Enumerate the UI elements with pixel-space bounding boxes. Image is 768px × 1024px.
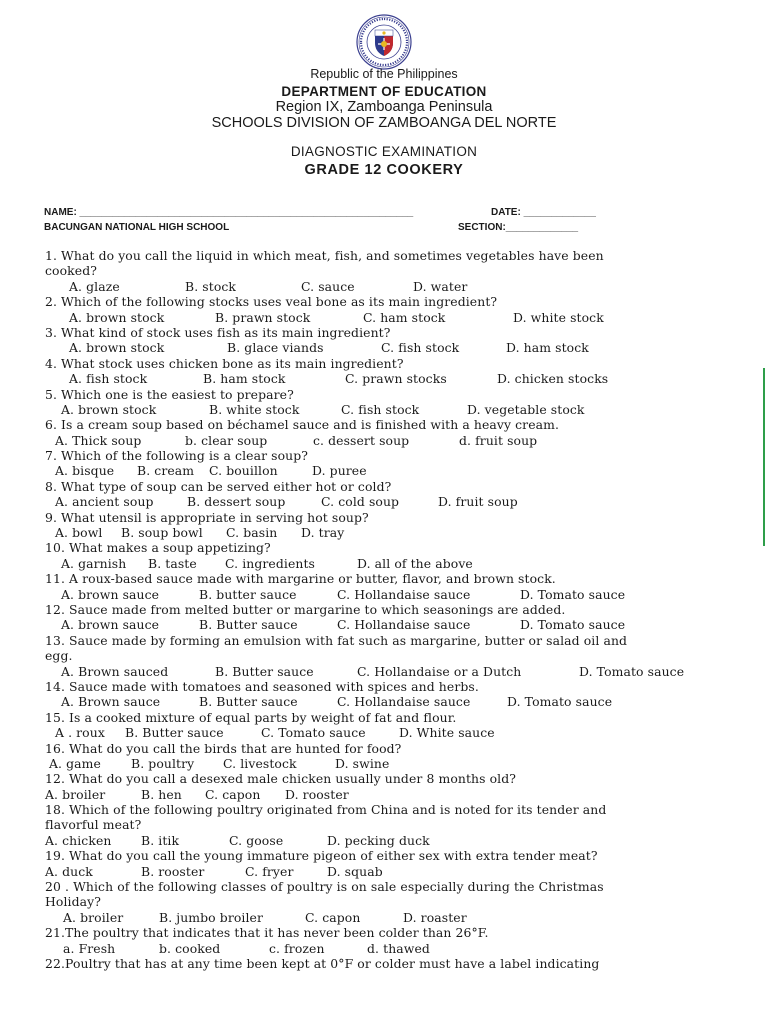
question-text: 18. Which of the following poultry originated from China and is noted for its tender and — [45, 802, 607, 818]
grade-subject-title: GRADE 12 COOKERY — [304, 162, 464, 178]
answer-option: D. rooster — [285, 786, 349, 802]
question-text: Holiday? — [45, 894, 101, 910]
answer-option: a. Fresh — [63, 940, 116, 956]
answer-option: C. ham stock — [363, 309, 446, 325]
answer-option: D. all of the above — [357, 555, 473, 571]
answer-option: D. Tomato sauce — [507, 694, 613, 710]
answer-option: B. butter sauce — [199, 586, 297, 602]
answer-options — [45, 910, 725, 925]
question-text: 4. What stock uses chicken bone as its main ingredient? — [45, 355, 404, 371]
answer-option: A. Brown sauce — [61, 694, 161, 710]
answer-option: B. stock — [185, 278, 237, 294]
answer-option: B. Butter sauce — [199, 694, 298, 710]
answer-option: D. pecking duck — [327, 832, 430, 848]
answer-options — [45, 494, 725, 509]
answer-options — [45, 587, 725, 602]
answer-option: C. basin — [226, 525, 278, 541]
answer-option: B. prawn stock — [215, 309, 311, 325]
scrollbar-edge — [763, 368, 765, 546]
answer-option: D. vegetable stock — [467, 401, 585, 417]
answer-option: B. poultry — [131, 755, 195, 771]
question-text: 12. Sauce made from melted butter or margarine to which seasonings are added. — [45, 601, 566, 617]
answer-option: A. brown stock — [61, 401, 157, 417]
answer-option: C. Hollandaise sauce — [337, 694, 471, 710]
question-text: flavorful meat? — [45, 817, 142, 833]
question-text: 11. A roux-based sauce made with margarine or butter, flavor, and brown stock. — [45, 571, 556, 587]
date-field: DATE: _____________ — [491, 207, 596, 218]
answer-option: D. fruit soup — [438, 494, 518, 510]
answer-option: D. Tomato sauce — [520, 586, 626, 602]
answer-options — [45, 694, 725, 709]
answer-option: C. capon — [205, 786, 261, 802]
answer-option: D. swine — [335, 755, 390, 771]
answer-options — [45, 402, 725, 417]
deped-seal-logo — [356, 14, 412, 70]
answer-option: D. tray — [301, 525, 345, 541]
question-text: 16. What do you call the birds that are hunted for food? — [45, 740, 402, 756]
answer-option: A. bowl — [55, 525, 103, 541]
answer-options — [45, 310, 725, 325]
answer-option: A. chicken — [45, 832, 112, 848]
answer-option: D. roaster — [403, 909, 467, 925]
answer-option: C. Hollandaise sauce — [337, 586, 471, 602]
question-text: 9. What utensil is appropriate in serving hot soup? — [45, 509, 369, 525]
question-text: 1. What do you call the liquid in which meat, fish, and sometimes vegetables have been — [45, 248, 604, 263]
answer-option: C. cold soup — [321, 494, 400, 510]
answer-option: B. dessert soup — [187, 494, 286, 510]
answer-option: D. puree — [312, 463, 367, 479]
question-text: 10. What makes a soup appetizing? — [45, 540, 271, 556]
answer-option: A. brown stock — [69, 309, 165, 325]
answer-option: C. capon — [305, 909, 361, 925]
answer-option: A. garnish — [61, 555, 127, 571]
answer-option: D. ham stock — [506, 340, 589, 356]
answer-option: C. bouillon — [209, 463, 278, 479]
answer-option: B. itik — [141, 832, 180, 848]
answer-option: B. ham stock — [203, 371, 286, 387]
answer-option: A. bisque — [55, 463, 115, 479]
answer-option: A. brown sauce — [61, 617, 160, 633]
answer-options — [45, 463, 725, 478]
answer-option: B. jumbo broiler — [159, 909, 263, 925]
question-text: 7. Which of the following is a clear soup? — [45, 448, 309, 464]
answer-option: A. Thick soup — [55, 432, 142, 448]
answer-option: C. Tomato sauce — [261, 725, 366, 741]
question-text: 2. Which of the following stocks uses veal bone as its main ingredient? — [45, 294, 498, 310]
answer-options — [45, 833, 725, 848]
answer-options — [45, 725, 725, 740]
answer-option: A. broiler — [45, 786, 106, 802]
answer-option: B. soup bowl — [121, 525, 203, 541]
answer-options — [45, 617, 725, 632]
answer-option: A. duck — [45, 863, 93, 879]
question-text: 14. Sauce made with tomatoes and seasoned with spices and herbs. — [45, 678, 479, 694]
answer-option: B. Butter sauce — [125, 725, 224, 741]
answer-option: A. brown sauce — [61, 586, 160, 602]
answer-options — [45, 340, 725, 355]
answer-option: B. rooster — [141, 863, 205, 879]
answer-options — [45, 864, 725, 879]
question-text: 3. What kind of stock uses fish as its main ingredient? — [45, 324, 391, 340]
exam-title: DIAGNOSTIC EXAMINATION — [290, 144, 478, 159]
answer-options — [45, 787, 725, 802]
answer-option: B. cream — [137, 463, 195, 479]
answer-option: b. cooked — [159, 940, 221, 956]
answer-option: A. fish stock — [69, 371, 148, 387]
answer-option: C. ingredients — [225, 555, 315, 571]
answer-option: D. Tomato sauce — [520, 617, 626, 633]
answer-option: D. water — [413, 278, 468, 294]
answer-options — [45, 279, 725, 294]
answer-options — [45, 664, 725, 679]
answer-option: B. Butter sauce — [199, 617, 298, 633]
question-text: 5. Which one is the easiest to prepare? — [45, 386, 294, 402]
question-text: 15. Is a cooked mixture of equal parts by weight of fat and flour. — [45, 709, 457, 725]
answer-option: A. broiler — [63, 909, 124, 925]
question-list — [45, 248, 725, 971]
question-text: 6. Is a cream soup based on béchamel sauce and is finished with a heavy cream. — [45, 417, 560, 433]
answer-option: C. fish stock — [341, 401, 420, 417]
answer-option: C. Hollandaise sauce — [337, 617, 471, 633]
answer-option: A. glaze — [69, 278, 120, 294]
question-text: 12. What do you call a desexed male chicken usually under 8 months old? — [45, 771, 517, 787]
question-text: 20 . Which of the following classes of poultry is on sale especially during the Christmas — [45, 879, 604, 895]
answer-option: D. White sauce — [399, 725, 495, 741]
answer-option: A. brown stock — [69, 340, 165, 356]
header-region: Region IX, Zamboanga Peninsula — [275, 99, 493, 115]
answer-option: A . roux — [55, 725, 105, 741]
answer-option: C. sauce — [301, 278, 355, 294]
answer-option: A. Brown sauced — [61, 663, 169, 679]
answer-options — [45, 556, 725, 571]
answer-options — [45, 525, 725, 540]
answer-option: B. glace viands — [227, 340, 324, 356]
answer-option: C. fryer — [245, 863, 294, 879]
school-name: BACUNGAN NATIONAL HIGH SCHOOL — [44, 222, 230, 233]
answer-option: C. livestock — [223, 755, 297, 771]
header-republic: Republic of the Philippines — [310, 67, 458, 81]
answer-option: b. clear soup — [185, 432, 268, 448]
question-text: 21.The poultry that indicates that it has never been colder than 26°F. — [45, 925, 489, 941]
answer-option: A. ancient soup — [55, 494, 154, 510]
answer-option: D. chicken stocks — [497, 371, 609, 387]
question-text: egg. — [45, 648, 73, 664]
question-text: 13. Sauce made by forming an emulsion with fat such as margarine, butter or salad oil and — [45, 632, 628, 648]
answer-option: D. Tomato sauce — [579, 663, 685, 679]
question-text: cooked? — [45, 263, 97, 279]
header-department: DEPARTMENT OF EDUCATION — [281, 84, 487, 99]
answer-option: B. hen — [141, 786, 182, 802]
answer-option: C. prawn stocks — [345, 371, 447, 387]
answer-option: d. fruit soup — [459, 432, 538, 448]
answer-option: B. white stock — [209, 401, 300, 417]
answer-option: C. goose — [229, 832, 284, 848]
answer-options — [45, 433, 725, 448]
answer-option: C. Hollandaise or a Dutch — [357, 663, 522, 679]
answer-option: A. game — [49, 755, 101, 771]
answer-option: c. frozen — [269, 940, 325, 956]
name-field: NAME: ____________________________________________________________ — [44, 207, 414, 218]
answer-options — [45, 371, 725, 386]
answer-option: B. Butter sauce — [215, 663, 314, 679]
question-text: 19. What do you call the young immature pigeon of either sex with extra tender meat? — [45, 848, 598, 864]
answer-option: D. white stock — [513, 309, 604, 325]
question-text: 22.Poultry that has at any time been kept at 0°F or colder must have a label indicating — [45, 955, 600, 971]
answer-options — [45, 941, 725, 956]
answer-option: B. taste — [148, 555, 197, 571]
section-field: SECTION:_____________ — [458, 222, 579, 233]
answer-option: D. squab — [327, 863, 383, 879]
answer-option: c. dessert soup — [313, 432, 410, 448]
answer-option: d. thawed — [367, 940, 430, 956]
header-division: SCHOOLS DIVISION OF ZAMBOANGA DEL NORTE — [211, 115, 557, 131]
answer-options — [45, 756, 725, 771]
answer-option: C. fish stock — [381, 340, 460, 356]
question-text: 8. What type of soup can be served either hot or cold? — [45, 478, 392, 494]
